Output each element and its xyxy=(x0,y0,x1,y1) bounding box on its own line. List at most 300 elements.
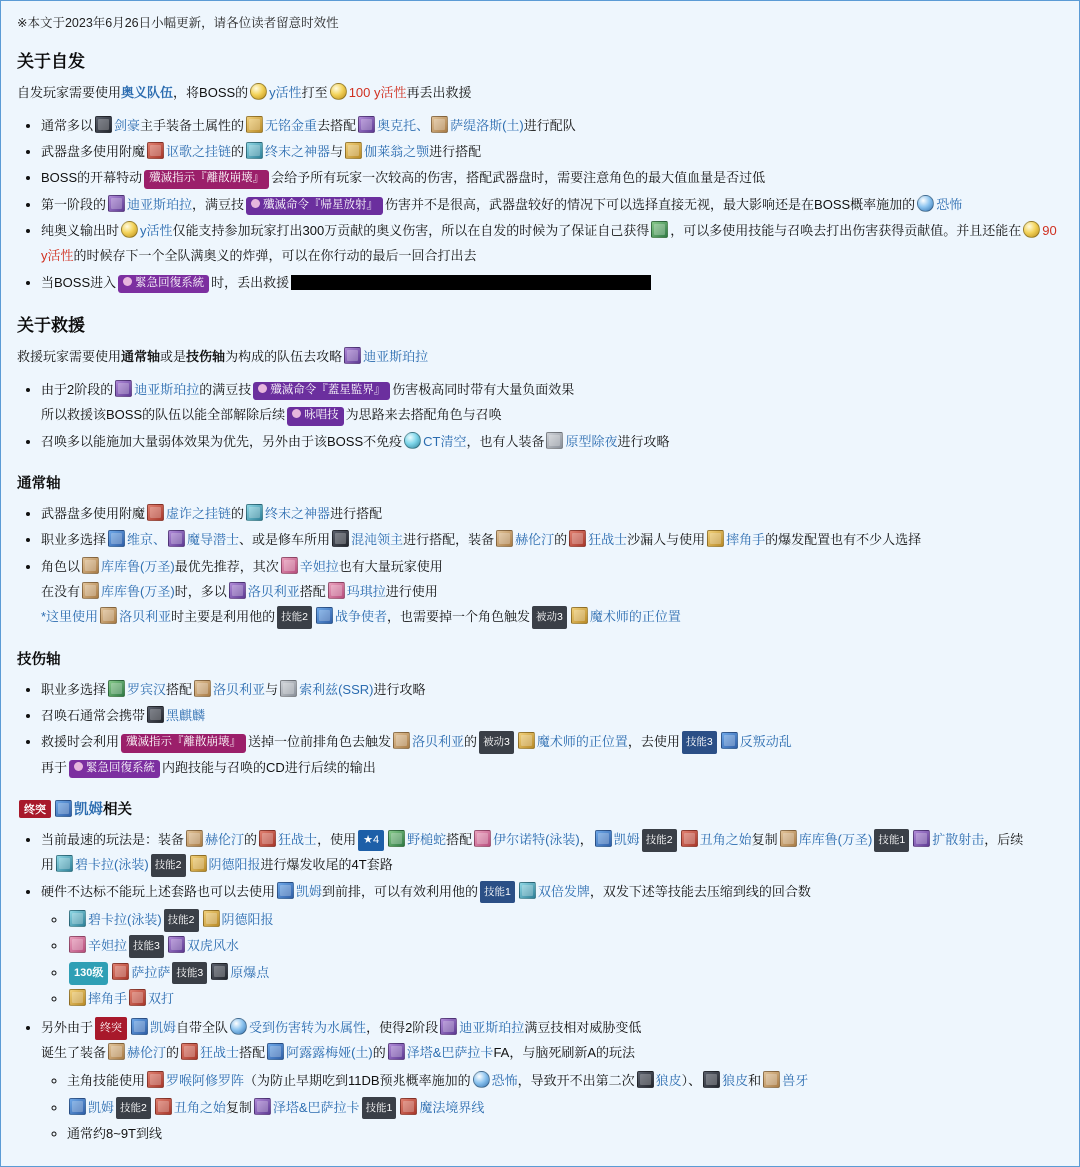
text: （为防止早期吃到11DB预兆概率施加的 xyxy=(244,1073,471,1089)
character-link[interactable]: 凯姆 xyxy=(74,802,103,819)
skill-badge-label: 咏唱技 xyxy=(304,409,339,422)
class-link[interactable]: 狂战士 xyxy=(278,832,318,848)
status-link[interactable]: 受到伤害转为水属性 xyxy=(249,1019,367,1035)
character-link[interactable]: 洛贝利亚 xyxy=(119,609,172,625)
text: 的 xyxy=(231,505,245,521)
boss-link[interactable]: 迪亚斯珀拉 xyxy=(459,1019,525,1035)
status-link[interactable]: 恐怖 xyxy=(491,1073,518,1089)
text: 当前最速的玩法是：装备 xyxy=(41,832,185,848)
text: 的 xyxy=(244,832,258,848)
skill-link[interactable]: 扩散射击 xyxy=(932,832,985,848)
text: 复制 xyxy=(751,832,778,848)
boss-icon xyxy=(344,347,361,364)
character-icon xyxy=(69,910,86,927)
text: 或是 xyxy=(160,349,187,365)
boss-link[interactable]: 迪亚斯珀拉 xyxy=(363,349,429,365)
list-item xyxy=(41,527,1065,552)
subsection-heading-normal-axis: 通常轴 xyxy=(17,475,61,492)
text: 、或是修车所用 xyxy=(239,532,331,548)
text: 通常多以 xyxy=(41,117,94,133)
skill-badge-label: 殲滅命令『蓋星監界』 xyxy=(270,383,386,396)
text: 进行搭配，装备 xyxy=(403,532,495,548)
list-item xyxy=(41,192,1065,217)
reward-box-icon xyxy=(651,221,668,238)
skill-link[interactable]: 狼皮 xyxy=(722,1073,749,1089)
character-link[interactable]: 辛妲拉 xyxy=(88,938,128,954)
class-link[interactable]: 维京、 xyxy=(127,532,167,548)
subsection-heading-kaim xyxy=(17,798,1065,819)
list-item-secondline xyxy=(41,852,1065,877)
summon-icon xyxy=(388,830,405,847)
character-link[interactable]: 奥克托、 xyxy=(377,117,430,133)
list-item xyxy=(41,879,1065,1012)
text: 的时候存下一个全队满奥义的炸弹，可以在你行动的最后一回合打出去 xyxy=(73,248,477,264)
class-icon xyxy=(259,830,276,847)
skill-slot-badge: 技能1 xyxy=(874,829,909,851)
text: BOSS的开幕特动 xyxy=(41,170,143,186)
list-item xyxy=(41,113,1065,138)
skill-icon xyxy=(913,830,930,847)
character-icon xyxy=(82,557,99,574)
weapon-icon xyxy=(345,142,362,159)
character-link[interactable]: 凯姆 xyxy=(88,1099,115,1115)
normal-axis-term: 通常轴 xyxy=(121,349,161,365)
rescue-bullet-list xyxy=(15,377,1065,454)
skill-slot-badge: 技能1 xyxy=(480,881,515,903)
final-uncap-badge: 终突 xyxy=(19,800,51,818)
list-item xyxy=(41,554,1065,630)
weapon-link[interactable]: 无铭金重 xyxy=(265,117,318,133)
text: 打至 xyxy=(301,85,328,100)
boss-icon xyxy=(108,195,125,212)
class-icon xyxy=(569,530,586,547)
character-icon xyxy=(328,582,345,599)
weapon-link[interactable]: 赫伦汀 xyxy=(205,832,245,848)
text: FA，与脑死刷新A的玩法 xyxy=(493,1044,636,1060)
skill-link[interactable]: 魔法境界线 xyxy=(419,1099,485,1115)
skill-badge xyxy=(253,382,390,401)
class-icon xyxy=(332,530,349,547)
text: 伤害并不是很高，武器盘较好的情况下可以选择直接无视，最大影响还是在BOSS概率施加的 xyxy=(385,196,916,212)
character-icon xyxy=(254,1098,271,1115)
boss-icon xyxy=(115,380,132,397)
character-link[interactable]: 辛妲拉 xyxy=(299,558,339,574)
skill-link[interactable]: 狼皮 xyxy=(655,1073,682,1089)
boss-link[interactable]: 迪亚斯珀拉 xyxy=(127,196,193,212)
effect-link[interactable]: CT清空 xyxy=(423,433,467,449)
text: 仅能支持参加玩家打出300万贡献的奥义伤害，所以在自发的时候为了保证自己获得 xyxy=(172,223,650,239)
text: ，使用 xyxy=(317,832,357,848)
text: 由于2阶段的 xyxy=(41,381,114,397)
text: 进行配队 xyxy=(523,117,576,133)
text: 所以救援该BOSS的队伍以能全部解除后续 xyxy=(41,407,286,423)
activity-orb-icon xyxy=(121,221,138,238)
subsection-heading-skill-axis: 技伤轴 xyxy=(17,651,61,668)
character-icon xyxy=(277,882,294,899)
skill-link[interactable]: 原爆点 xyxy=(230,964,270,980)
text: 送掉一位前排角色去触发 xyxy=(248,734,392,750)
text: 用 xyxy=(41,857,55,873)
text: 进行搭配 xyxy=(330,505,383,521)
text: 的爆发配置也有不少人选择 xyxy=(765,532,922,548)
text: 最优先推荐，其次 xyxy=(174,558,279,574)
skill-link[interactable]: 反叛动乱 xyxy=(739,734,792,750)
character-icon xyxy=(393,732,410,749)
text: ，也需要掉一个角色触发 xyxy=(386,609,530,625)
text: 搭配 xyxy=(446,832,473,848)
skill-slot-badge: 技能2 xyxy=(277,606,312,628)
text: 相关 xyxy=(103,802,132,819)
skill-link[interactable]: 双虎风水 xyxy=(186,938,239,954)
class-link[interactable]: 摔角手 xyxy=(88,991,128,1007)
rescue-intro-paragraph xyxy=(17,346,1065,369)
character-icon xyxy=(358,116,375,133)
text: 搭配 xyxy=(299,583,326,599)
character-link[interactable]: 伊尔诺特(泳装) xyxy=(493,832,580,848)
weapon-icon xyxy=(246,504,263,521)
character-link[interactable]: 碧卡拉(泳装) xyxy=(88,912,162,928)
skill-dot-icon xyxy=(292,409,301,418)
character-icon xyxy=(229,582,246,599)
text: 职业多选择 xyxy=(41,681,107,697)
activity-orb-icon xyxy=(250,83,267,100)
character-icon xyxy=(281,557,298,574)
ct-clear-icon xyxy=(404,432,421,449)
text: ，双发下述等技能去压缩到线的回合数 xyxy=(589,883,811,899)
character-link[interactable]: 洛贝利亚 xyxy=(213,681,266,697)
list-item xyxy=(41,501,1065,526)
text: 和 xyxy=(748,1073,762,1089)
weapon-icon xyxy=(246,142,263,159)
character-link[interactable]: 洛贝利亚 xyxy=(247,583,300,599)
text: 满豆技相对威胁变低 xyxy=(524,1019,642,1035)
text: 召唤多以能施加大量弱体效果为优先，另外由于该BOSS不免疫 xyxy=(41,433,403,449)
star-rating-badge: ★4 xyxy=(358,830,384,851)
class-link[interactable]: 罗宾汉 xyxy=(127,681,167,697)
text: 沙漏人与使用 xyxy=(627,532,706,548)
character-link[interactable]: 阿露露梅娅(土) xyxy=(286,1044,373,1060)
enchant-link[interactable]: 虚诈之挂链 xyxy=(166,505,232,521)
text: 进行搭配 xyxy=(429,144,482,160)
weapon-icon xyxy=(246,116,263,133)
text: ，导致开不出第二次 xyxy=(517,1073,635,1089)
class-icon xyxy=(108,680,125,697)
skill-slot-badge: 技能3 xyxy=(682,731,717,753)
skill-icon xyxy=(721,732,738,749)
weapon-icon xyxy=(108,1043,125,1060)
text: 的 xyxy=(554,532,568,548)
weapon-link[interactable]: 终末之神器 xyxy=(265,505,331,521)
passive-slot-badge: 被动3 xyxy=(479,731,514,753)
class-link[interactable]: 狂战士 xyxy=(588,532,628,548)
weapon-link[interactable]: 赫伦汀 xyxy=(127,1044,167,1060)
summon-icon xyxy=(147,706,164,723)
text: 的满豆技 xyxy=(199,381,252,397)
enchant-icon xyxy=(147,142,164,159)
redacted-bar xyxy=(291,275,651,290)
text: ， xyxy=(579,832,593,848)
text: 硬件不达标不能玩上述套路也可以去使用 xyxy=(41,883,276,899)
skill-icon xyxy=(168,936,185,953)
character-link[interactable]: 萨缇洛斯(土) xyxy=(450,117,524,133)
character-icon xyxy=(280,680,297,697)
self-intro-paragraph xyxy=(17,82,1065,105)
class-link[interactable]: 魔导潜士 xyxy=(187,532,240,548)
text: 通常约8~9T到线 xyxy=(67,1126,162,1141)
status-orb-icon xyxy=(917,195,934,212)
character-link[interactable]: 碧卡拉(泳装) xyxy=(75,857,149,873)
character-link[interactable]: 玛琪拉 xyxy=(346,583,386,599)
text: 召唤石通常会携带 xyxy=(41,708,146,723)
list-item-secondline xyxy=(41,755,1065,780)
weapon-icon xyxy=(496,530,513,547)
status-orb-icon xyxy=(473,1071,490,1088)
self-bullet-list xyxy=(15,113,1065,295)
text: 搭配 xyxy=(239,1044,266,1060)
passive-icon xyxy=(571,607,588,624)
text: 进行使用 xyxy=(385,583,438,599)
text: 搭配 xyxy=(166,681,193,697)
skill-link[interactable]: 双打 xyxy=(148,991,175,1007)
skill-icon xyxy=(211,963,228,980)
character-link[interactable]: 泽塔&巴萨拉卡 xyxy=(272,1099,360,1115)
weapon-link[interactable]: 赫伦汀 xyxy=(515,532,555,548)
text: 的 xyxy=(464,734,478,750)
character-link[interactable]: 萨拉萨 xyxy=(131,964,171,980)
text: 时，多以 xyxy=(174,583,227,599)
text: 自发玩家需要使用 xyxy=(17,85,122,100)
summon-link[interactable]: 野槌蛇 xyxy=(407,832,447,848)
character-icon xyxy=(55,800,72,817)
system-badge-label: 緊急回復系統 xyxy=(135,276,205,289)
team-link[interactable]: 奥义队伍 xyxy=(121,85,174,100)
level-badge: 130级 xyxy=(69,962,108,985)
activity-value-1: y活性 xyxy=(140,223,173,239)
skill-icon xyxy=(129,989,146,1006)
text: 的 xyxy=(372,1044,386,1060)
system-badge xyxy=(118,275,209,294)
skill-icon xyxy=(763,1071,780,1088)
system-dot-icon xyxy=(74,762,83,771)
list-item-secondline xyxy=(41,402,1065,427)
text: 主角技能使用 xyxy=(67,1073,146,1089)
list-item xyxy=(67,907,1065,932)
skill-badge: 殲滅指示『離散崩壊』 xyxy=(121,734,246,753)
text: ，使得2阶段 xyxy=(366,1019,439,1035)
character-icon xyxy=(100,607,117,624)
character-link[interactable]: 泽塔&巴萨拉卡 xyxy=(406,1044,494,1060)
character-link[interactable]: 库库鲁(万圣) xyxy=(798,832,873,848)
activity-orb-icon xyxy=(330,83,347,100)
passive-icon xyxy=(518,732,535,749)
text: 职业多选择 xyxy=(41,532,107,548)
text: ，可以多使用技能与召唤去打出伤害获得贡献值。并且还能在 xyxy=(670,223,1022,239)
weapon-link[interactable]: 终末之神器 xyxy=(265,144,331,160)
class-link[interactable]: 摔角手 xyxy=(726,532,766,548)
skill-link[interactable]: 丑角之始 xyxy=(699,832,752,848)
skill-slot-badge: 技能2 xyxy=(151,854,186,876)
text: 在没有 xyxy=(41,583,81,599)
character-link[interactable]: 库库鲁(万圣) xyxy=(101,583,175,599)
list-item xyxy=(67,1121,1065,1146)
boss-icon xyxy=(440,1018,457,1035)
activity-value-2: 100 y活性 xyxy=(348,85,407,100)
class-link[interactable]: 剑豪 xyxy=(114,117,141,133)
list-item-thirdline xyxy=(41,604,1065,629)
text: 救援时会利用 xyxy=(41,734,120,750)
activity-value-2: 90 y活性 xyxy=(41,223,1057,264)
skill-link[interactable]: 兽牙 xyxy=(782,1073,809,1089)
text: 主手装备土属性的 xyxy=(140,117,245,133)
list-item-secondline xyxy=(41,579,1065,604)
skill-link[interactable]: 战争使者 xyxy=(334,609,387,625)
skill-slot-badge: 技能2 xyxy=(642,829,677,851)
text: 角色以 xyxy=(41,558,81,574)
list-item xyxy=(41,218,1065,269)
update-note: ※本文于2023年6月26日小幅更新，请各位读者留意时效性 xyxy=(17,16,339,30)
text: 诞生了装备 xyxy=(41,1044,107,1060)
list-item xyxy=(41,429,1065,454)
skill-icon xyxy=(703,1071,720,1088)
list-item xyxy=(67,960,1065,985)
summon-link[interactable]: 黑麒麟 xyxy=(166,708,206,723)
character-icon xyxy=(82,582,99,599)
class-icon xyxy=(168,530,185,547)
character-icon xyxy=(267,1043,284,1060)
list-item xyxy=(41,1015,1065,1147)
text: 时主要是利用他的 xyxy=(171,609,276,625)
class-icon xyxy=(181,1043,198,1060)
weapon-link[interactable]: 伽莱翁之颚 xyxy=(364,144,430,160)
text: 另外由于 xyxy=(41,1019,94,1035)
character-icon xyxy=(69,1098,86,1115)
text: ，满豆技 xyxy=(192,196,245,212)
skill-dot-icon xyxy=(258,384,267,393)
list-item xyxy=(67,933,1065,958)
character-link[interactable]: 索利兹(SSR) xyxy=(299,681,374,697)
character-link[interactable]: 凯姆 xyxy=(150,1019,177,1035)
section-heading-self: 关于自发 xyxy=(17,52,85,71)
passive-slot-badge: 被动3 xyxy=(532,606,567,628)
skill-badge: 殲滅指示『離散崩壊』 xyxy=(144,170,269,189)
character-icon xyxy=(56,855,73,872)
skill-icon xyxy=(155,1098,172,1115)
text: 当BOSS进入 xyxy=(41,274,117,290)
skill-dot-icon xyxy=(251,199,260,208)
skill-icon xyxy=(400,1098,417,1115)
list-item xyxy=(67,1095,1065,1120)
skill-slot-badge: 技能3 xyxy=(172,962,207,984)
section-heading-rescue: 关于救援 xyxy=(17,316,85,336)
text: 也有大量玩家使用 xyxy=(338,558,443,574)
skill-icon xyxy=(147,1071,164,1088)
text: 去搭配 xyxy=(317,117,357,133)
character-icon xyxy=(112,963,129,980)
skill-slot-badge: 技能2 xyxy=(116,1097,151,1119)
list-item xyxy=(41,703,1065,728)
skill-slot-badge: 技能3 xyxy=(129,935,164,957)
activity-orb-icon xyxy=(1023,221,1040,238)
text: 伤害极高同时带有大量负面效果 xyxy=(392,381,575,397)
character-link[interactable]: 凯姆 xyxy=(296,883,323,899)
class-link[interactable]: 狂战士 xyxy=(200,1044,240,1060)
character-icon xyxy=(595,830,612,847)
skill-link[interactable]: 阴德阳报 xyxy=(208,857,261,873)
weapon-icon xyxy=(186,830,203,847)
character-link[interactable]: 洛贝利亚 xyxy=(412,734,465,750)
skill-link[interactable]: 丑角之始 xyxy=(173,1099,226,1115)
text: 武器盘多使用附魔 xyxy=(41,144,146,160)
text: 再于 xyxy=(41,759,68,775)
text: 救援玩家需要使用 xyxy=(17,349,122,365)
character-icon xyxy=(431,116,448,133)
text: 再丢出救援 xyxy=(406,85,472,100)
summon-link[interactable]: 原型除夜 xyxy=(565,433,618,449)
character-icon xyxy=(474,830,491,847)
list-item xyxy=(41,139,1065,164)
normal-axis-bullet-list xyxy=(15,501,1065,630)
skill-icon xyxy=(519,882,536,899)
status-link[interactable]: 恐怖 xyxy=(936,196,963,212)
text: 纯奥义输出时 xyxy=(41,223,120,239)
class-icon xyxy=(95,116,112,133)
list-item xyxy=(41,827,1065,878)
class-link[interactable]: 混沌领主 xyxy=(351,532,404,548)
passive-link[interactable]: 魔术师的正位置 xyxy=(589,609,681,625)
skill-icon xyxy=(203,910,220,927)
character-icon xyxy=(388,1043,405,1060)
system-badge xyxy=(69,760,160,779)
skill-link[interactable]: 阴德阳报 xyxy=(221,912,274,928)
list-item xyxy=(41,729,1065,780)
kaim-sub-list xyxy=(41,907,1065,1011)
text: 时，丢出救援 xyxy=(211,274,290,290)
summon-icon xyxy=(546,432,563,449)
text: ，也有人装备 xyxy=(466,433,545,449)
text: ，后续 xyxy=(984,832,1024,848)
status-orb-icon xyxy=(230,1018,247,1035)
list-item xyxy=(41,377,1065,428)
character-link[interactable]: 库库鲁(万圣) xyxy=(101,558,175,574)
skill-link[interactable]: 罗喉阿修罗阵 xyxy=(166,1073,245,1089)
text: 内跑技能与召唤的CD进行后续的输出 xyxy=(162,759,376,775)
character-link[interactable]: 凯姆 xyxy=(613,832,640,848)
character-icon xyxy=(69,936,86,953)
skill-axis-bullet-list xyxy=(15,677,1065,780)
passive-link[interactable]: 魔术师的正位置 xyxy=(536,734,628,750)
text: 的 xyxy=(231,144,245,160)
list-item-secondline xyxy=(41,1040,1065,1065)
skill-slot-badge: 技能2 xyxy=(164,909,199,931)
text: 武器盘多使用附魔 xyxy=(41,505,146,521)
list-item xyxy=(67,1068,1065,1093)
skill-link[interactable]: 双倍发牌 xyxy=(537,883,590,899)
character-icon xyxy=(131,1018,148,1035)
skill-icon xyxy=(681,830,698,847)
skill-slot-badge: 技能1 xyxy=(362,1097,397,1119)
text: 进行爆发收尾的4T套路 xyxy=(260,857,393,873)
list-item xyxy=(41,677,1065,702)
text: 自带全队 xyxy=(176,1019,229,1035)
skill-badge xyxy=(246,197,383,216)
enchant-link[interactable]: 讴歌之挂链 xyxy=(166,144,232,160)
kaim-sub-list-2 xyxy=(41,1068,1065,1146)
boss-link[interactable]: 迪亚斯珀拉 xyxy=(134,381,200,397)
text: ，将BOSS的 xyxy=(173,85,249,100)
text: 会给予所有玩家一次较高的伤害，搭配武器盘时，需要注意角色的最大值血量是否过低 xyxy=(271,170,766,186)
skill-axis-term: 技伤轴 xyxy=(186,349,226,365)
text: 第一阶段的 xyxy=(41,196,107,212)
